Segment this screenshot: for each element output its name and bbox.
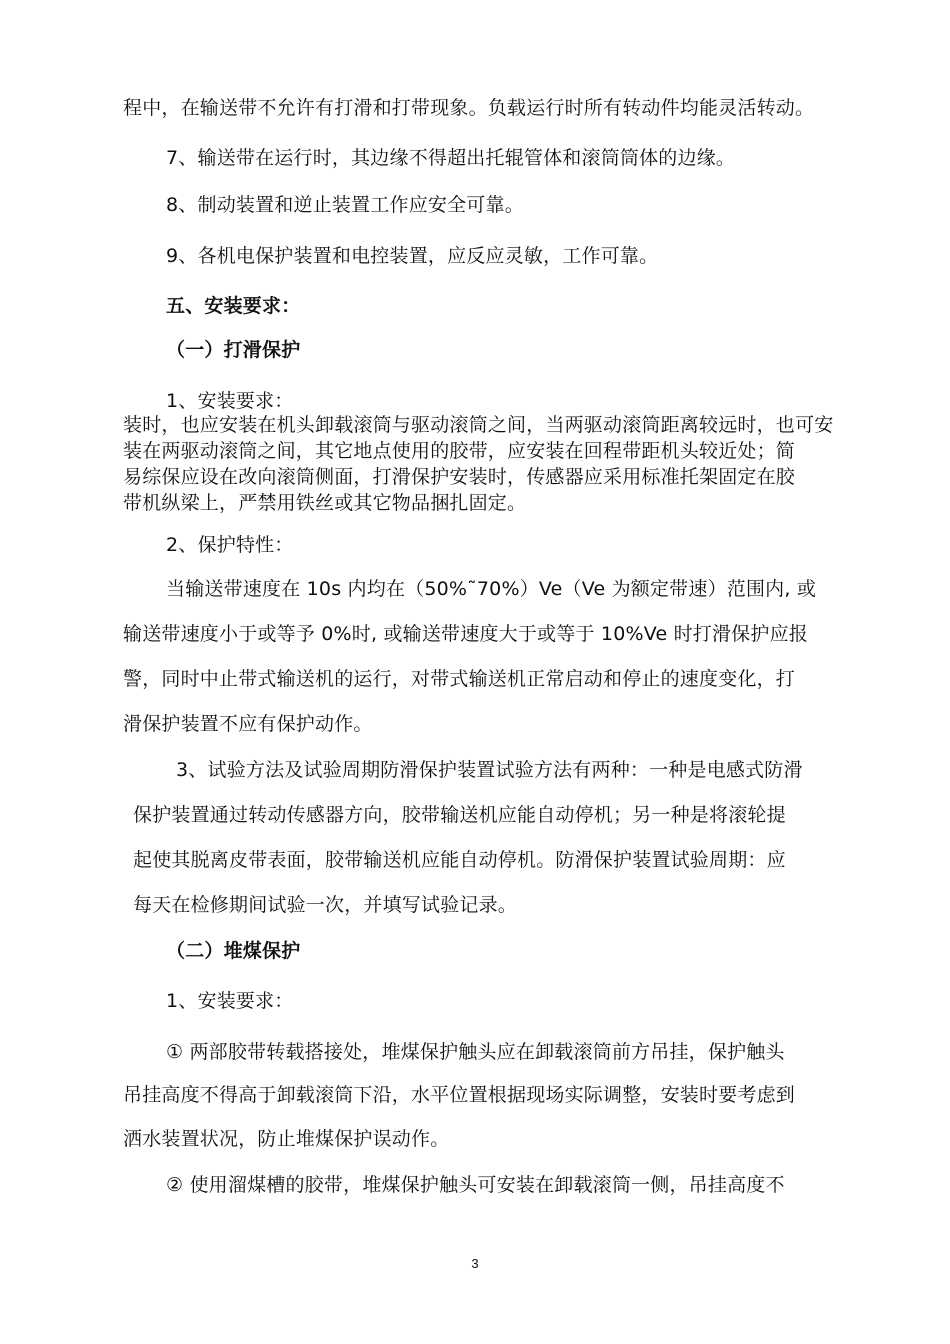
section-heading: 五、安装要求： [166,295,301,317]
body-text-line: 起使其脱离皮带表面，胶带输送机应能自动停机。防滑保护装置试验周期：应 [133,849,786,871]
body-text-line: ① 两部胶带转载搭接处，堆煤保护触头应在卸载滚筒前方吊挂，保护触头 [166,1041,785,1063]
item-heading: 2、保护特性： [166,534,294,556]
body-text-line: 吊挂高度不得高于卸载滚筒下沿，水平位置根据现场实际调整，安装时要考虑到 [123,1084,796,1106]
item-heading: 1、安装要求： [166,390,294,412]
body-text-line: 带机纵梁上，严禁用铁丝或其它物品捆扎固定。 [123,492,527,514]
body-text-line: 装时，也应安装在机头卸载滚筒与驱动滚筒之间，当两驱动滚筒距离较远时，也可安 [123,414,834,436]
body-text-line: 当输送带速度在 10s 内均在（50%˜70%）Ve（Ve 为额定带速）范围内, 或 [166,578,817,600]
body-text-line: 输送带速度小于或等予 0%时, 或输送带速度大于或等于 10%Ve 时打滑保护应报 [123,623,808,645]
body-text-line: 滑保护装置不应有保护动作。 [123,713,373,735]
list-item-9: 9、各机电保护装置和电控装置，应反应灵敏，工作可靠。 [166,245,659,267]
body-text-line: 保护装置通过转动传感器方向，胶带输送机应能自动停机；另一种是将滚轮提 [133,804,786,826]
subsection-heading: （一）打滑保护 [166,339,301,361]
list-item-7: 7、输送带在运行时，其边缘不得超出托辊管体和滚筒筒体的边缘。 [166,147,736,169]
body-text-line: 装在两驱动滚筒之间，其它地点使用的胶带，应安装在回程带距机头较近处；简 [123,440,796,462]
body-text-line: 程中，在输送带不允许有打滑和打带现象。负载运行时所有转动件均能灵活转动。 [123,97,815,119]
list-item-8: 8、制动装置和逆止装置工作应安全可靠。 [166,194,524,216]
body-text-line: 易综保应设在改向滚筒侧面，打滑保护安装时，传感器应采用标准托架固定在胶 [123,466,796,488]
body-text-line: 警，同时中止带式输送机的运行，对带式输送机正常启动和停止的速度变化，打 [123,668,796,690]
subsection-heading: （二）堆煤保护 [166,940,301,962]
body-text-line: ② 使用溜煤槽的胶带，堆煤保护触头可安装在卸载滚筒一侧，吊挂高度不 [166,1174,785,1196]
body-text-line: 每天在检修期间试验一次，并填写试验记录。 [133,894,518,916]
body-text-line: 3、试验方法及试验周期防滑保护装置试验方法有两种：一种是电感式防滑 [176,759,803,781]
body-text-line: 洒水装置状况，防止堆煤保护误动作。 [123,1128,450,1150]
page-number: 3 [471,1256,479,1271]
item-heading: 1、安装要求： [166,990,294,1012]
